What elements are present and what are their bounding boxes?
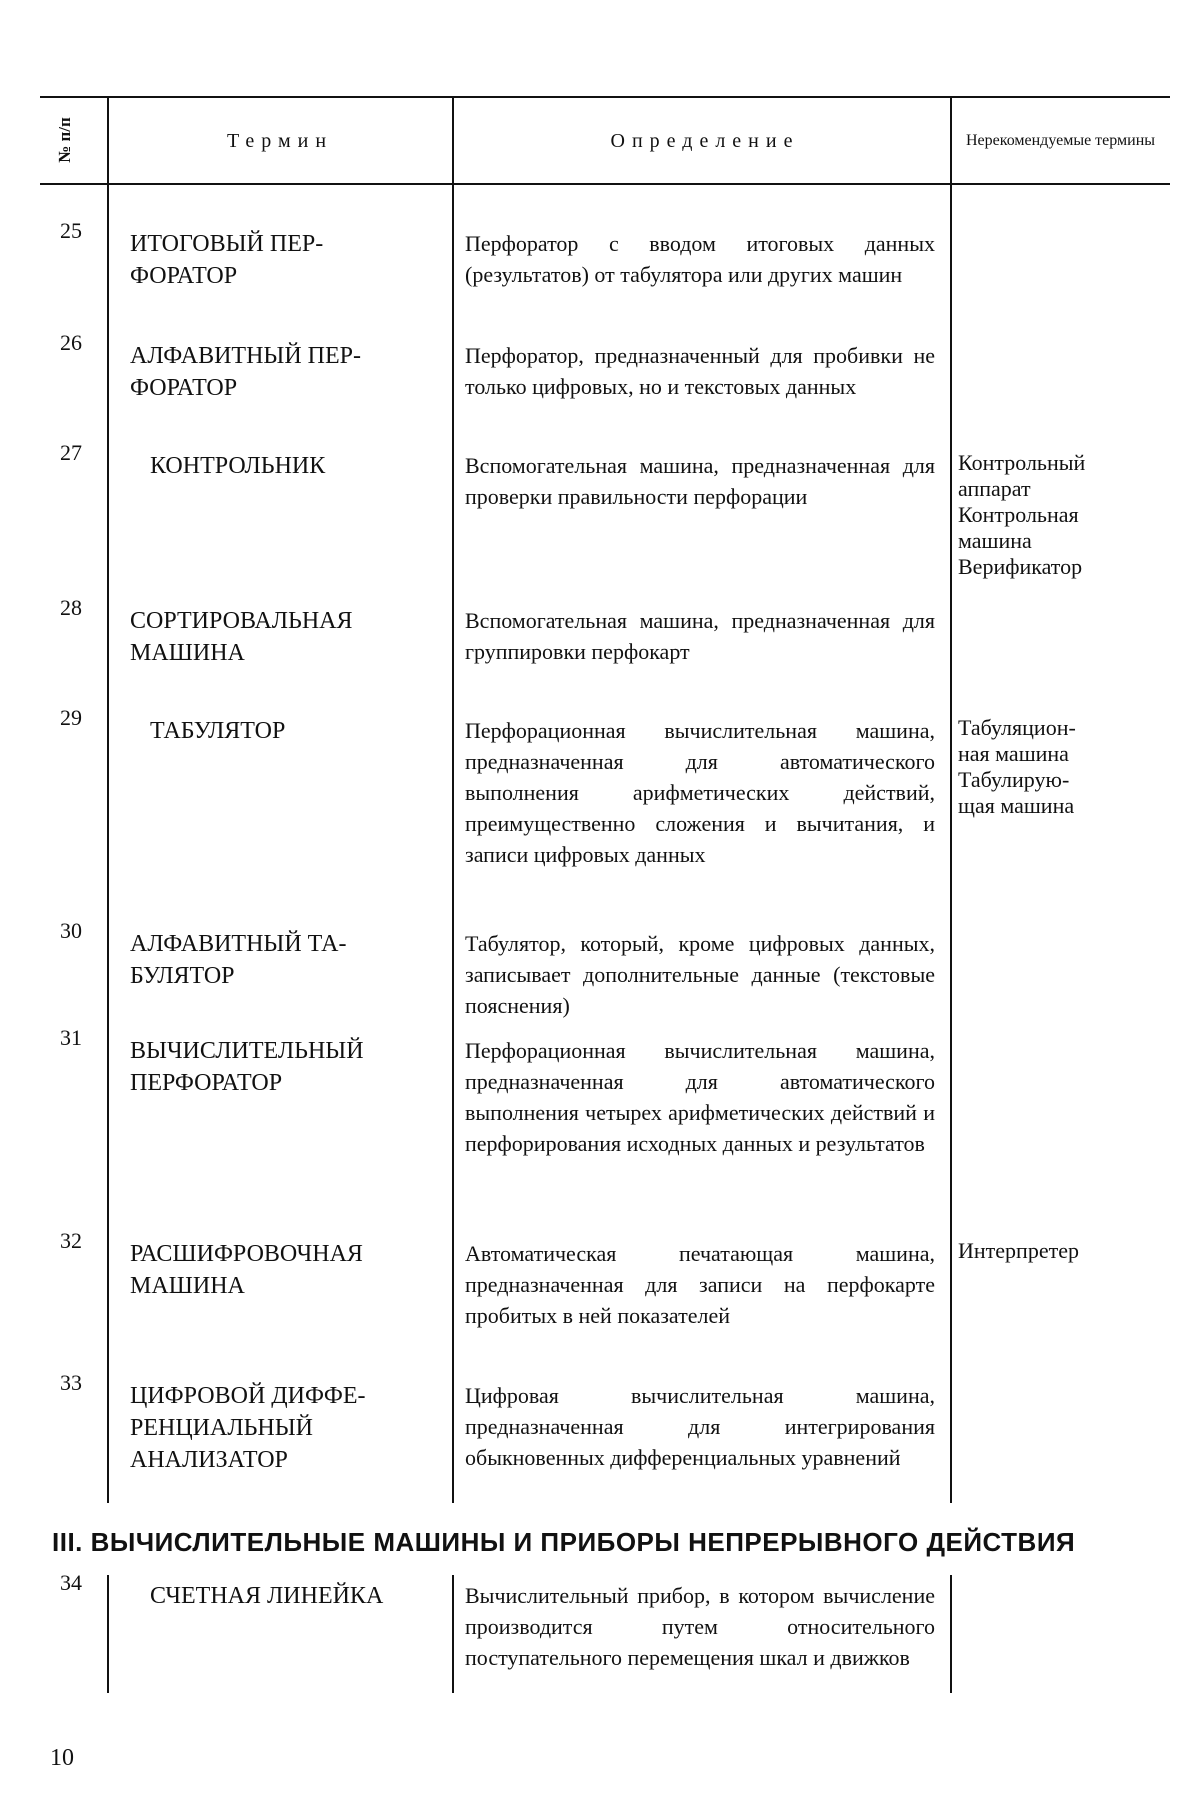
row-definition: Вычислительный прибор, в котором вычисление производится путем относительного поступательного перемещения шкал и движков <box>465 1580 935 1673</box>
row-term: АЛФАВИТНЫЙ ТА- БУЛЯТОР <box>130 928 480 992</box>
document-page <box>0 0 1200 1818</box>
row-number: 33 <box>60 1370 100 1396</box>
body-col-divider-1 <box>107 185 109 1503</box>
header-number-label: № п/п <box>55 117 75 163</box>
row-definition: Табулятор, который, кроме цифровых данных, записывает дополнительные данные (текстовые пояснения) <box>465 928 935 1021</box>
row-number: 34 <box>60 1570 100 1596</box>
row-term: ЦИФРОВОЙ ДИФФЕ- РЕНЦИАЛЬНЫЙ АНАЛИЗАТОР <box>130 1380 480 1476</box>
body-col-divider-3 <box>950 185 952 1503</box>
row-nonrecommended: Интерпретер <box>958 1238 1188 1264</box>
row-term: СОРТИРОВАЛЬНАЯ МАШИНА <box>130 605 480 669</box>
row-term: РАСШИФРОВОЧНАЯ МАШИНА <box>130 1238 480 1302</box>
row-term: АЛФАВИТНЫЙ ПЕР- ФОРАТОР <box>130 340 480 404</box>
section-col-divider-3 <box>950 1575 952 1693</box>
row-number: 28 <box>60 595 100 621</box>
row-number: 30 <box>60 918 100 944</box>
header-term-column: Термин <box>110 100 450 182</box>
row-term: СЧЕТНАЯ ЛИНЕЙКА <box>150 1580 500 1612</box>
row-definition: Перфорационная вычислительная машина, предназначенная для автоматического выполнения четырех арифметических действий и перфорирования исходных данных и результатов <box>465 1035 935 1159</box>
header-col-divider-1 <box>107 98 109 183</box>
header-number-column <box>40 100 90 180</box>
row-number: 32 <box>60 1228 100 1254</box>
header-definition-column: Определение <box>455 100 955 182</box>
row-term: КОНТРОЛЬНИК <box>150 450 500 482</box>
row-term: ИТОГОВЫЙ ПЕР- ФОРАТОР <box>130 228 480 292</box>
page-number: 10 <box>50 1745 74 1772</box>
header-col-divider-3 <box>950 98 952 183</box>
row-number: 26 <box>60 330 100 356</box>
row-number: 27 <box>60 440 100 466</box>
header-nonrecommended-column: Нерекомендуемые термины <box>958 100 1163 182</box>
header-top-rule <box>40 96 1170 98</box>
header-bottom-rule <box>40 183 1170 185</box>
row-definition: Перфорационная вычислительная машина, предназначенная для автоматического выполнения арифметических действий, преимущественно сложения и вычитания, и записи цифровых данных <box>465 715 935 870</box>
row-number: 25 <box>60 218 100 244</box>
section-col-divider-1 <box>107 1575 109 1693</box>
row-number: 31 <box>60 1025 100 1051</box>
row-definition: Автоматическая печатающая машина, предназначенная для записи на перфокарте пробитых в ней показателей <box>465 1238 935 1331</box>
row-definition: Цифровая вычислительная машина, предназначенная для интегрирования обыкновенных дифференциальных уравнений <box>465 1380 935 1473</box>
row-definition: Перфоратор, предназначенный для пробивки не только цифровых, но и текстовых данных <box>465 340 935 402</box>
row-definition: Вспомогательная машина, предназначенная для группировки перфокарт <box>465 605 935 667</box>
section-title: III. ВЫЧИСЛИТЕЛЬНЫЕ МАШИНЫ И ПРИБОРЫ НЕПРЕРЫВНОГО ДЕЙСТВИЯ <box>52 1527 1182 1558</box>
row-nonrecommended: Контрольный аппарат Контрольная машина Верификатор <box>958 450 1188 580</box>
row-definition: Вспомогательная машина, предназначенная для проверки правильности перфорации <box>465 450 935 512</box>
row-term: ТАБУЛЯТОР <box>150 715 500 747</box>
row-number: 29 <box>60 705 100 731</box>
row-definition: Перфоратор с вводом итоговых данных (результатов) от табулятора или других машин <box>465 228 935 290</box>
row-nonrecommended: Табуляцион- ная машина Табулирую- щая машина <box>958 715 1188 819</box>
row-term: ВЫЧИСЛИТЕЛЬНЫЙ ПЕРФОРАТОР <box>130 1035 480 1099</box>
header-col-divider-2 <box>452 98 454 183</box>
